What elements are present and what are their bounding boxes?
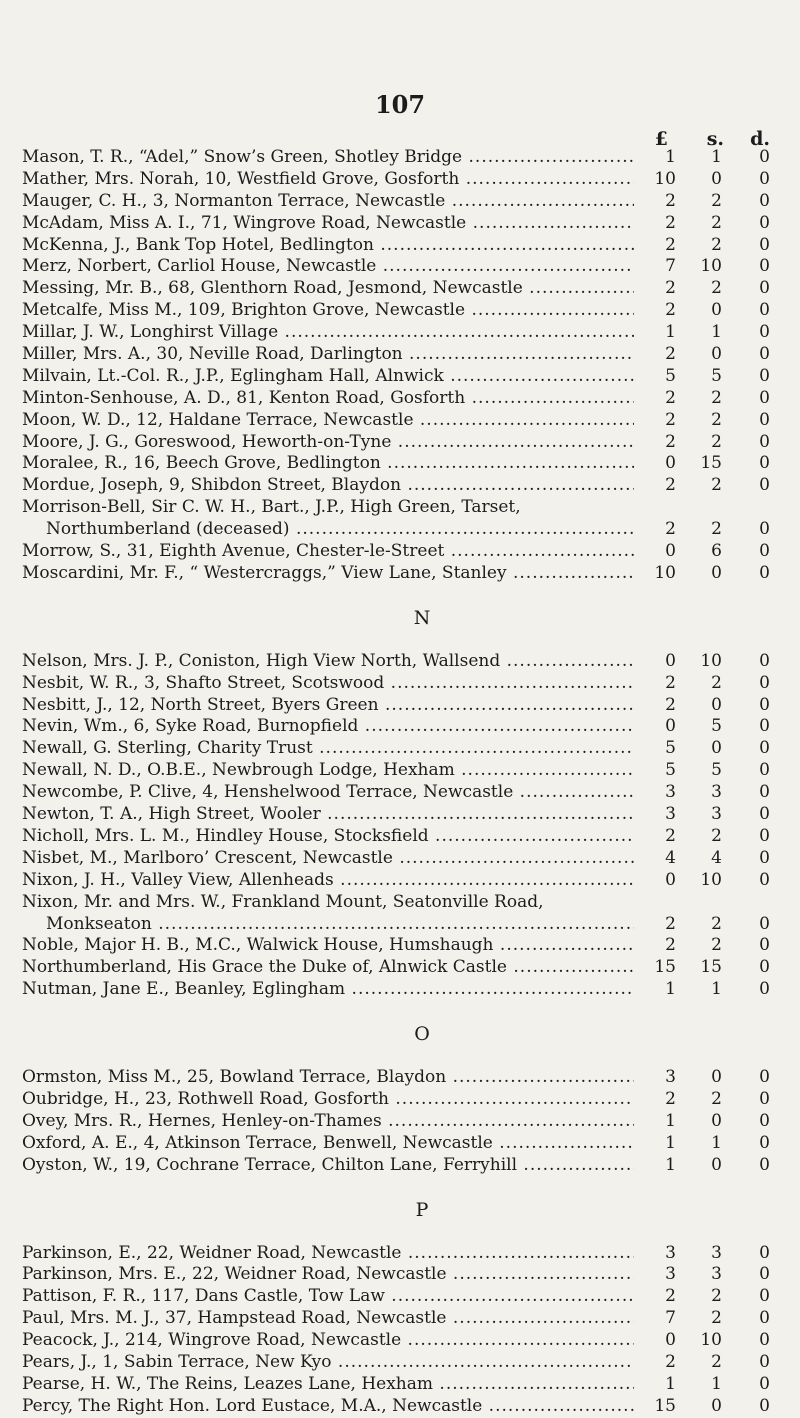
entry-name: Nelson, Mrs. J. P., Coniston, High View North, Wallsend ..... — [22, 651, 634, 673]
entry-row — [22, 870, 792, 892]
amount-pence: 0 — [759, 256, 770, 277]
entry-name: Oubridge, H., 23, Rothwell Road, Gosforth ..... — [22, 1089, 634, 1111]
entry-row — [22, 957, 792, 979]
entry-name: Nixon, Mr. and Mrs. W., Frankland Mount, Seatonville Road, — [22, 891, 544, 912]
amount-shillings: 4 — [711, 847, 722, 868]
amount-pence: 0 — [759, 147, 770, 167]
amount-pence: 0 — [759, 1373, 770, 1394]
entry-name: Newall, N. D., O.B.E., Newbrough Lodge, Hexham ..... — [22, 760, 634, 782]
amount-pence: 0 — [759, 1330, 770, 1351]
amount-pounds: 3 — [665, 1242, 676, 1263]
entry-name: Newall, G. Sterling, Charity Trust ..... — [22, 738, 634, 760]
amount-pounds: 1 — [665, 979, 676, 1000]
amount-shillings: 10 — [700, 869, 722, 890]
amount-pence: 0 — [759, 738, 770, 759]
entry-row — [22, 1374, 792, 1396]
amount-pounds: 2 — [665, 278, 676, 299]
section-letter-p: P — [415, 1198, 429, 1221]
entry-row — [22, 738, 792, 760]
entry-row — [22, 673, 792, 695]
entry-row — [22, 1155, 792, 1177]
entry-row — [22, 782, 792, 804]
amount-pounds: 1 — [665, 1132, 676, 1153]
entry-name: Nutman, Jane E., Beanley, Eglingham ..... — [22, 979, 634, 1001]
page-number: 107 — [374, 90, 426, 119]
amount-pounds: 3 — [665, 1264, 676, 1285]
entry-row — [22, 935, 792, 957]
amount-pence: 0 — [759, 760, 770, 781]
entry-name: Monkseaton ..... — [46, 914, 634, 936]
amount-pounds: 2 — [665, 344, 676, 365]
amount-pounds: 3 — [665, 1067, 676, 1088]
amount-pounds: 2 — [665, 190, 676, 211]
entry-name: Nicholl, Mrs. L. M., Hindley House, Stocksfield ..... — [22, 826, 634, 848]
entry-name: Percy, The Right Hon. Lord Eustace, M.A., Newcastle ..... — [22, 1396, 634, 1418]
amount-pence: 0 — [759, 1308, 770, 1329]
entry-row — [22, 322, 792, 344]
amount-pence: 0 — [759, 847, 770, 868]
amount-shillings: 5 — [711, 760, 722, 781]
amount-pounds: 3 — [665, 804, 676, 825]
entry-row — [22, 695, 792, 717]
entry-name: Pears, J., 1, Sabin Terrace, New Kyo ..... — [22, 1352, 634, 1374]
amount-pounds: 2 — [665, 300, 676, 321]
amount-pence: 0 — [759, 1154, 770, 1175]
section-letter-n: N — [413, 606, 431, 629]
amount-pounds: 10 — [654, 168, 676, 189]
shillings-column-header: s. — [706, 128, 724, 150]
amount-pence: 0 — [759, 234, 770, 255]
amount-shillings: 0 — [711, 300, 722, 321]
section-letter-o: O — [414, 1023, 430, 1046]
entry-name: Peacock, J., 214, Wingrove Road, Newcastle ..... — [22, 1330, 634, 1352]
amount-pence: 0 — [759, 869, 770, 890]
amount-shillings: 2 — [711, 672, 722, 693]
amount-pounds: 2 — [665, 519, 676, 540]
entry-name: Moon, W. D., 12, Haldane Terrace, Newcastle ..... — [22, 410, 634, 432]
entry-row — [22, 191, 792, 213]
amount-pounds: 2 — [665, 694, 676, 715]
entry-name: Pattison, F. R., 117, Dans Castle, Tow Law ..... — [22, 1286, 634, 1308]
entry-row — [22, 563, 792, 585]
entry-row — [22, 1067, 792, 1089]
amount-pence: 0 — [759, 804, 770, 825]
amount-shillings: 5 — [711, 716, 722, 737]
amount-pounds: 2 — [665, 672, 676, 693]
entry-name: Minton-Senhouse, A. D., 81, Kenton Road, Gosforth ..... — [22, 388, 634, 410]
amount-shillings: 15 — [700, 453, 722, 474]
amount-pence: 0 — [759, 957, 770, 978]
amount-shillings: 10 — [700, 650, 722, 671]
amount-pounds: 15 — [654, 957, 676, 978]
amount-shillings: 2 — [711, 234, 722, 255]
amount-shillings: 0 — [711, 168, 722, 189]
amount-shillings: 2 — [711, 913, 722, 934]
amount-shillings: 2 — [711, 409, 722, 430]
amount-pounds: 0 — [665, 541, 676, 562]
amount-shillings: 1 — [711, 1373, 722, 1394]
subscriber-list — [22, 147, 792, 1418]
entry-row — [22, 804, 792, 826]
amount-pounds: 1 — [665, 1110, 676, 1131]
amount-pounds: 10 — [654, 562, 676, 583]
amount-pounds: 2 — [665, 935, 676, 956]
amount-shillings: 1 — [711, 979, 722, 1000]
amount-pence: 0 — [759, 1110, 770, 1131]
amount-shillings: 2 — [711, 190, 722, 211]
entry-row — [22, 1243, 792, 1265]
amount-pence: 0 — [759, 825, 770, 846]
amount-pence: 0 — [759, 1286, 770, 1307]
amount-pence: 0 — [759, 1242, 770, 1263]
entry-name: Northumberland, His Grace the Duke of, Alnwick Castle ..... — [22, 957, 634, 979]
amount-pence: 0 — [759, 541, 770, 562]
amount-pounds: 2 — [665, 409, 676, 430]
amount-shillings: 10 — [700, 1330, 722, 1351]
entry-row — [22, 1330, 792, 1352]
amount-pence: 0 — [759, 694, 770, 715]
entry-row — [22, 147, 792, 169]
amount-shillings: 0 — [711, 1395, 722, 1416]
amount-pounds: 2 — [665, 431, 676, 452]
amount-shillings: 2 — [711, 1308, 722, 1329]
amount-pounds: 1 — [665, 322, 676, 343]
entry-row — [22, 344, 792, 366]
amount-pounds: 7 — [665, 256, 676, 277]
entry-name: Ovey, Mrs. R., Hernes, Henley-on-Thames ..... — [22, 1111, 634, 1133]
amount-pence: 0 — [759, 322, 770, 343]
amount-pence: 0 — [759, 1351, 770, 1372]
amount-pounds: 0 — [665, 869, 676, 890]
entry-name: Nisbet, M., Marlboro’ Crescent, Newcastle ..... — [22, 848, 634, 870]
entry-row — [22, 892, 792, 914]
entry-row — [22, 169, 792, 191]
entry-row — [22, 914, 792, 936]
entry-name: Parkinson, Mrs. E., 22, Weidner Road, Newcastle ..... — [22, 1264, 634, 1286]
entry-name: Morrison-Bell, Sir C. W. H., Bart., J.P., High Green, Tarset, — [22, 497, 521, 518]
amount-shillings: 2 — [711, 1088, 722, 1109]
amount-pence: 0 — [759, 431, 770, 452]
amount-shillings: 2 — [711, 1286, 722, 1307]
amount-pounds: 0 — [665, 650, 676, 671]
entry-row — [22, 1352, 792, 1374]
amount-pounds: 0 — [665, 1330, 676, 1351]
amount-pounds: 0 — [665, 716, 676, 737]
amount-pounds: 2 — [665, 1351, 676, 1372]
amount-pounds: 15 — [654, 1395, 676, 1416]
entry-row — [22, 848, 792, 870]
entry-row — [22, 432, 792, 454]
amount-pence: 0 — [759, 519, 770, 540]
entry-name: Nesbit, W. R., 3, Shafto Street, Scotswood ..... — [22, 673, 634, 695]
entry-name: Miller, Mrs. A., 30, Neville Road, Darlington ..... — [22, 344, 634, 366]
amount-pounds: 5 — [665, 738, 676, 759]
amount-shillings: 10 — [700, 256, 722, 277]
entry-name: Moscardini, Mr. F., “ Westercraggs,” View Lane, Stanley ..... — [22, 563, 634, 585]
amount-pence: 0 — [759, 650, 770, 671]
amount-pence: 0 — [759, 716, 770, 737]
entry-row — [22, 519, 792, 541]
amount-shillings: 0 — [711, 694, 722, 715]
entry-name: Paul, Mrs. M. J., 37, Hampstead Road, Newcastle ..... — [22, 1308, 634, 1330]
amount-pence: 0 — [759, 475, 770, 496]
pounds-column-header: £ — [654, 128, 668, 150]
amount-pounds: 0 — [665, 453, 676, 474]
entry-name: Morrow, S., 31, Eighth Avenue, Chester-le-Street ..... — [22, 541, 634, 563]
entry-name: Moralee, R., 16, Beech Grove, Bedlington ..... — [22, 453, 634, 475]
amount-pounds: 7 — [665, 1308, 676, 1329]
pence-column-header: d. — [750, 128, 770, 150]
amount-shillings: 1 — [711, 1132, 722, 1153]
entry-name: Oxford, A. E., 4, Atkinson Terrace, Benwell, Newcastle ..... — [22, 1133, 634, 1155]
amount-shillings: 2 — [711, 387, 722, 408]
entry-row — [22, 1089, 792, 1111]
entry-row — [22, 300, 792, 322]
entry-name: Newcombe, P. Clive, 4, Henshelwood Terrace, Newcastle ..... — [22, 782, 634, 804]
entry-row — [22, 1264, 792, 1286]
amount-shillings: 1 — [711, 147, 722, 167]
entry-name: Metcalfe, Miss M., 109, Brighton Grove, Newcastle ..... — [22, 300, 634, 322]
entry-name: McKenna, J., Bank Top Hotel, Bedlington ..... — [22, 235, 634, 257]
entry-row — [22, 1111, 792, 1133]
amount-shillings: 6 — [711, 541, 722, 562]
entry-name: Millar, J. W., Longhirst Village ..... — [22, 322, 634, 344]
amount-shillings: 2 — [711, 278, 722, 299]
amount-pence: 0 — [759, 212, 770, 233]
amount-shillings: 0 — [711, 1110, 722, 1131]
amount-shillings: 2 — [711, 825, 722, 846]
entry-name: Mason, T. R., “Adel,” Snow’s Green, Shotley Bridge ..... — [22, 147, 634, 169]
entry-row — [22, 760, 792, 782]
amount-pence: 0 — [759, 344, 770, 365]
amount-pence: 0 — [759, 300, 770, 321]
amount-shillings: 1 — [711, 322, 722, 343]
entry-name: Nesbitt, J., 12, North Street, Byers Green ..... — [22, 695, 634, 717]
entry-name: Newton, T. A., High Street, Wooler ..... — [22, 804, 634, 826]
amount-pence: 0 — [759, 1088, 770, 1109]
amount-pence: 0 — [759, 278, 770, 299]
amount-shillings: 2 — [711, 431, 722, 452]
amount-shillings: 3 — [711, 782, 722, 803]
entry-name: Mather, Mrs. Norah, 10, Westfield Grove, Gosforth ..... — [22, 169, 634, 191]
entry-name: Nevin, Wm., 6, Syke Road, Burnopfield ..... — [22, 716, 634, 738]
entry-name: Milvain, Lt.-Col. R., J.P., Eglingham Hall, Alnwick ..... — [22, 366, 634, 388]
amount-shillings: 0 — [711, 1154, 722, 1175]
entry-name: Parkinson, E., 22, Weidner Road, Newcastle ..... — [22, 1243, 634, 1265]
amount-pence: 0 — [759, 1067, 770, 1088]
amount-pence: 0 — [759, 562, 770, 583]
amount-shillings: 0 — [711, 562, 722, 583]
amount-pence: 0 — [759, 913, 770, 934]
amount-pounds: 3 — [665, 782, 676, 803]
entry-name: McAdam, Miss A. I., 71, Wingrove Road, Newcastle ..... — [22, 213, 634, 235]
entry-name: Mordue, Joseph, 9, Shibdon Street, Blaydon ..... — [22, 475, 634, 497]
entry-name: Moore, J. G., Goreswood, Heworth-on-Tyne ..... — [22, 432, 634, 454]
entry-row — [22, 716, 792, 738]
entry-row — [22, 541, 792, 563]
amount-shillings: 0 — [711, 344, 722, 365]
amount-shillings: 15 — [700, 957, 722, 978]
entry-row — [22, 1133, 792, 1155]
entry-row — [22, 410, 792, 432]
amount-shillings: 3 — [711, 804, 722, 825]
amount-pence: 0 — [759, 672, 770, 693]
amount-pence: 0 — [759, 409, 770, 430]
entry-row — [22, 278, 792, 300]
entry-row — [22, 475, 792, 497]
amount-shillings: 0 — [711, 738, 722, 759]
entry-row — [22, 453, 792, 475]
amount-pence: 0 — [759, 365, 770, 386]
amount-pounds: 1 — [665, 1373, 676, 1394]
amount-pence: 0 — [759, 387, 770, 408]
entry-name: Messing, Mr. B., 68, Glenthorn Road, Jesmond, Newcastle ..... — [22, 278, 634, 300]
entry-row — [22, 366, 792, 388]
entry-row — [22, 1286, 792, 1308]
entry-name: Northumberland (deceased) ..... — [46, 519, 634, 541]
entry-row — [22, 1308, 792, 1330]
amount-shillings: 3 — [711, 1242, 722, 1263]
amount-pence: 0 — [759, 1264, 770, 1285]
amount-pounds: 4 — [665, 847, 676, 868]
amount-shillings: 2 — [711, 935, 722, 956]
entry-row — [22, 497, 792, 519]
entry-row — [22, 979, 792, 1001]
amount-pence: 0 — [759, 190, 770, 211]
entry-row — [22, 213, 792, 235]
amount-pounds: 2 — [665, 1286, 676, 1307]
amount-shillings: 5 — [711, 365, 722, 386]
amount-shillings: 2 — [711, 519, 722, 540]
amount-shillings: 2 — [711, 1351, 722, 1372]
amount-shillings: 3 — [711, 1264, 722, 1285]
entry-name: Mauger, C. H., 3, Normanton Terrace, Newcastle ..... — [22, 191, 634, 213]
amount-pounds: 2 — [665, 825, 676, 846]
amount-pounds: 1 — [665, 147, 676, 167]
amount-pounds: 2 — [665, 387, 676, 408]
amount-pence: 0 — [759, 453, 770, 474]
entry-name: Nixon, J. H., Valley View, Allenheads ..... — [22, 870, 634, 892]
amount-pounds: 5 — [665, 365, 676, 386]
entry-row — [22, 388, 792, 410]
entry-row — [22, 651, 792, 673]
entry-name: Ormston, Miss M., 25, Bowland Terrace, Blaydon ..... — [22, 1067, 634, 1089]
amount-pence: 0 — [759, 935, 770, 956]
amount-pence: 0 — [759, 168, 770, 189]
entry-row — [22, 826, 792, 848]
entry-row — [22, 235, 792, 257]
amount-pounds: 1 — [665, 1154, 676, 1175]
amount-shillings: 0 — [711, 1067, 722, 1088]
entry-name: Merz, Norbert, Carliol House, Newcastle ..... — [22, 256, 634, 278]
amount-shillings: 2 — [711, 212, 722, 233]
amount-pence: 0 — [759, 1132, 770, 1153]
amount-pence: 0 — [759, 782, 770, 803]
entry-row — [22, 1396, 792, 1418]
amount-shillings: 2 — [711, 475, 722, 496]
amount-pounds: 2 — [665, 1088, 676, 1109]
amount-pounds: 2 — [665, 234, 676, 255]
entry-name: Pearse, H. W., The Reins, Leazes Lane, Hexham ..... — [22, 1374, 634, 1396]
amount-pounds: 2 — [665, 913, 676, 934]
amount-pence: 0 — [759, 1395, 770, 1416]
entry-name: Oyston, W., 19, Cochrane Terrace, Chilton Lane, Ferryhill ..... — [22, 1155, 634, 1177]
amount-pounds: 5 — [665, 760, 676, 781]
entry-name: Noble, Major H. B., M.C., Walwick House, Humshaugh ..... — [22, 935, 634, 957]
entry-row — [22, 256, 792, 278]
amount-pounds: 2 — [665, 475, 676, 496]
amount-pence: 0 — [759, 979, 770, 1000]
amount-pounds: 2 — [665, 212, 676, 233]
